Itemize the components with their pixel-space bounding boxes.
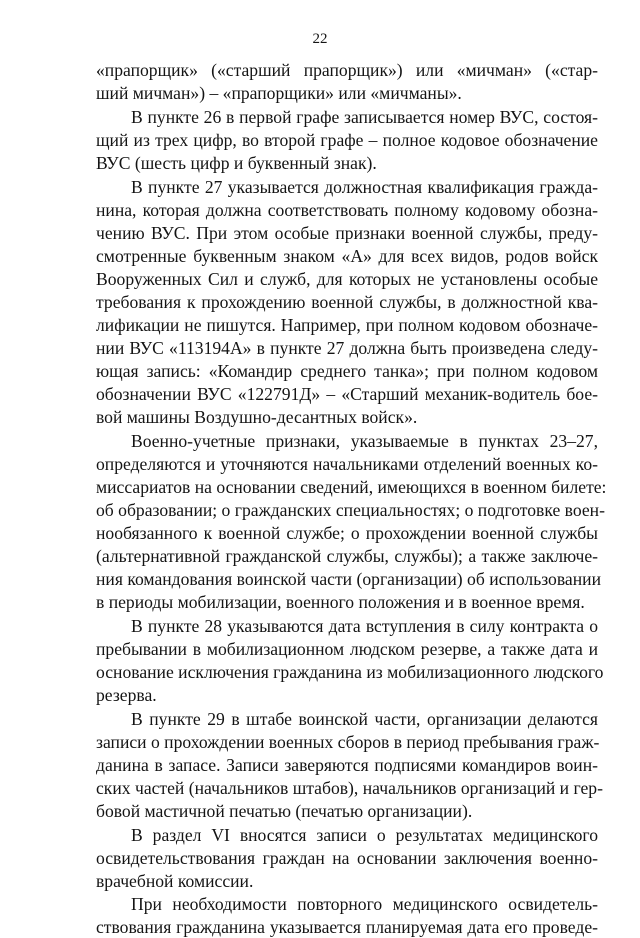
text-line: ствования гражданина указывается планируемая дата его проведе- xyxy=(96,917,598,937)
text-line: основание исключения гражданина из мобилизационного людского xyxy=(96,662,604,682)
text-line: данина в запасе. Записи заверяются подписями командиров воин- xyxy=(96,755,598,775)
text-line: лификации не пишутся. Например, при полном кодовом обозначе- xyxy=(96,315,598,335)
text-line: «прапорщик» («старший прапорщик») или «мичман» («стар- xyxy=(96,60,598,80)
text-line: смотренные буквенным знаком «А» для всех видов, родов войск xyxy=(96,246,598,266)
text-line: ющая запись: «Командир среднего танка»; при полном кодовом xyxy=(96,361,598,381)
text-line: ния командования воинской части (организации) об использовании xyxy=(96,569,601,589)
text-line: обозначении ВУС «122791Д» – «Старший механик-водитель бое- xyxy=(96,384,598,404)
text-line: В пункте 28 указываются дата вступления в силу контракта о xyxy=(131,616,598,636)
text-line: ВУС (шесть цифр и буквенный знак). xyxy=(96,153,377,173)
text-line: определяются и уточняются начальниками отделений военных ко- xyxy=(96,454,598,474)
text-line: ший мичман») – «прапорщики» или «мичманы». xyxy=(96,83,462,103)
text-line: В раздел VI вносятся записи о результатах медицинского xyxy=(131,825,598,845)
text-line: ских частей (начальников штабов), начальников организаций и гер- xyxy=(96,778,603,798)
text-line: Военно-учетные признаки, указываемые в пунктах 23–27, xyxy=(131,431,598,451)
text-line: врачебной комиссии. xyxy=(96,871,254,891)
text-line: записи о прохождении военных сборов в период пребывания граж- xyxy=(96,732,600,752)
text-line: щий из трех цифр, во второй графе – полное кодовое обозначение xyxy=(96,130,598,150)
text-line: При необходимости повторного медицинского освидетель- xyxy=(131,894,598,914)
text-line: миссариатов на основании сведений, имеющихся в военном билете: xyxy=(96,477,607,497)
text-line: В пункте 29 в штабе воинской части, организации делаются xyxy=(131,709,598,729)
text-line: нина, которая должна соответствовать полному кодовому обозна- xyxy=(96,200,598,220)
text-line: вой машины Воздушно-десантных войск». xyxy=(96,407,418,427)
text-line: в периоды мобилизации, военного положения и в военное время. xyxy=(96,592,585,612)
text-line: нии ВУС «113194А» в пункте 27 должна быть произведена следу- xyxy=(96,338,598,358)
text-line: об образовании; о гражданских специальностях; о подготовке воен- xyxy=(96,500,605,520)
text-line: чению ВУС. При этом особые признаки военной службы, преду- xyxy=(96,223,598,243)
text-line: требования к прохождению военной службы, в должностной ква- xyxy=(96,292,598,312)
text-line: резерва. xyxy=(96,685,157,705)
text-line: (альтернативной гражданской службы, службы); а также заключе- xyxy=(96,546,598,566)
text-line: Вооруженных Сил и служб, для которых не установлены особые xyxy=(96,269,598,289)
text-line: В пункте 26 в первой графе записывается номер ВУС, состоя- xyxy=(131,107,598,127)
text-line: освидетельствования граждан на основании заключения военно- xyxy=(96,848,598,868)
text-line: нообязанного к военной службе; о прохождении военной службы xyxy=(96,523,598,543)
text-line: пребывании в мобилизационном людском резерве, а также дата и xyxy=(96,639,598,659)
page-number: 22 xyxy=(312,31,328,47)
text-line: В пункте 27 указывается должностная квалификация гражда- xyxy=(131,177,598,197)
text-line: бовой мастичной печатью (печатью организации). xyxy=(96,801,473,821)
